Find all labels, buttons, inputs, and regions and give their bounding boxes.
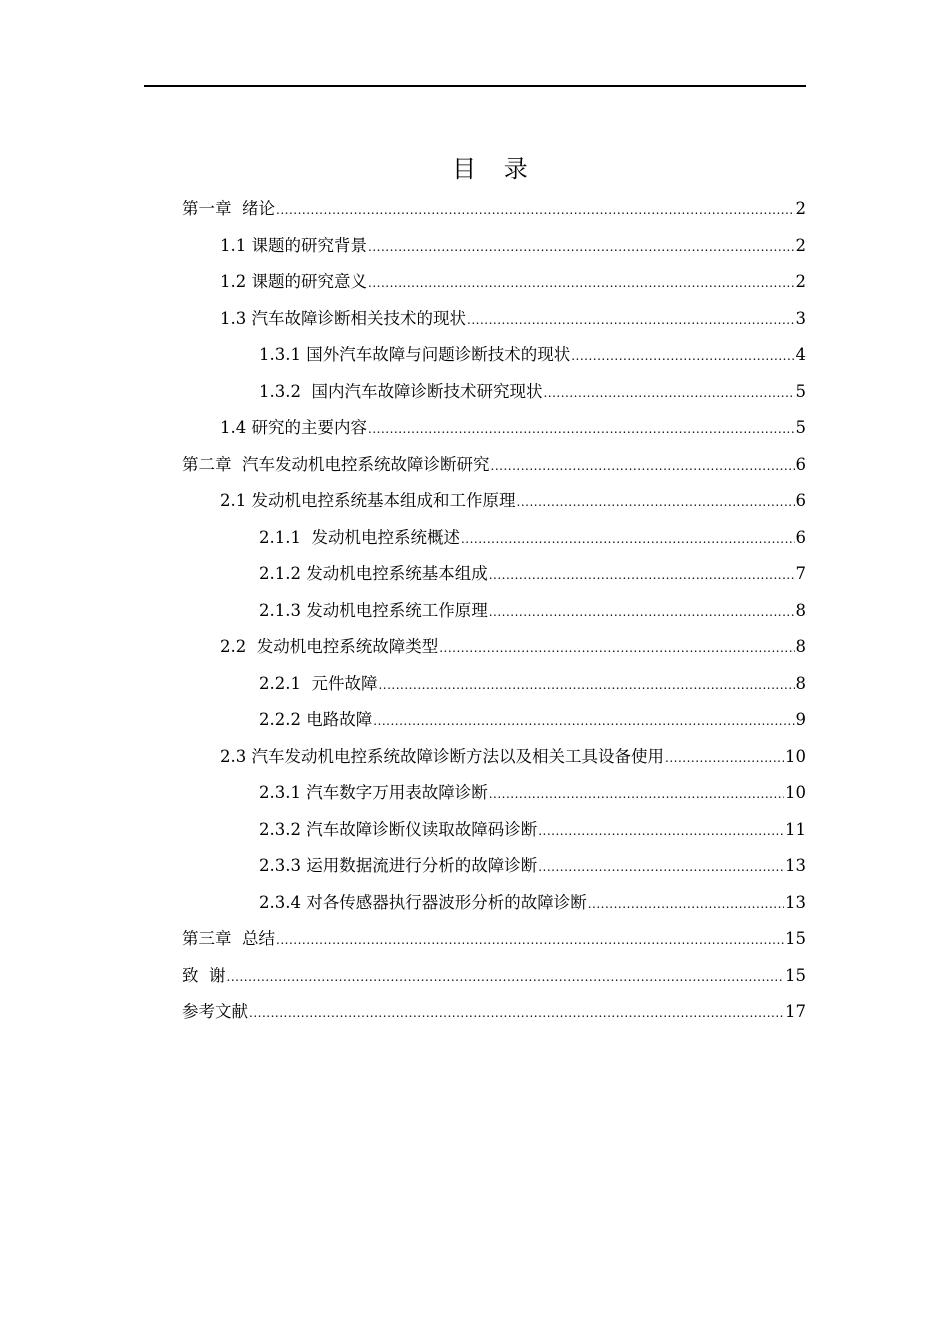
toc-title: 目 录 bbox=[452, 155, 538, 183]
toc-entry-label: 2.2.2 电路故障 bbox=[259, 710, 373, 729]
toc-dot-leader bbox=[276, 922, 784, 959]
toc-dot-leader bbox=[368, 411, 795, 448]
toc-entry-label: 参考文献 bbox=[182, 1002, 248, 1021]
toc-entry-label: 2.3 汽车发动机电控系统故障诊断方法以及相关工具设备使用 bbox=[220, 746, 664, 766]
toc-dot-leader bbox=[489, 594, 795, 631]
toc-dot-leader bbox=[373, 703, 794, 740]
toc-entry-page: 15 bbox=[785, 965, 806, 985]
toc-entry-page: 2 bbox=[795, 235, 806, 255]
toc-dot-leader bbox=[489, 557, 795, 594]
toc-entry-page: 11 bbox=[785, 819, 806, 839]
toc-entry-page: 13 bbox=[785, 856, 806, 875]
toc-entry-page: 17 bbox=[785, 1002, 806, 1021]
toc-entry-label: 第一章 绪论 bbox=[182, 199, 275, 218]
toc-entry[interactable] bbox=[182, 921, 806, 958]
toc-entry-page: 6 bbox=[795, 491, 806, 510]
toc-entry[interactable] bbox=[182, 958, 806, 995]
toc-dot-leader bbox=[489, 776, 784, 813]
toc-entry[interactable] bbox=[182, 666, 806, 703]
toc-entry[interactable] bbox=[182, 812, 806, 849]
toc-dot-leader bbox=[368, 229, 795, 266]
toc-dot-leader bbox=[276, 192, 795, 229]
toc-entry-page: 10 bbox=[785, 746, 806, 766]
toc-dot-leader bbox=[538, 849, 784, 886]
toc-entry-page: 3 bbox=[795, 308, 806, 328]
toc-entry[interactable] bbox=[182, 885, 806, 922]
toc-entry-label: 2.3.1 汽车数字万用表故障诊断 bbox=[259, 783, 488, 802]
toc-dot-leader bbox=[467, 302, 795, 339]
toc-entry-label: 2.3.3 运用数据流进行分析的故障诊断 bbox=[259, 856, 538, 875]
toc-entry[interactable] bbox=[182, 483, 806, 520]
toc-entry-page: 10 bbox=[785, 783, 806, 802]
toc-dot-leader bbox=[517, 484, 795, 521]
toc-dot-leader bbox=[439, 630, 794, 667]
toc-entry-page: 8 bbox=[795, 600, 806, 620]
toc-entry-label: 致 谢 bbox=[182, 965, 226, 985]
toc-dot-leader bbox=[543, 375, 794, 412]
toc-entry[interactable] bbox=[182, 629, 806, 666]
toc-entry[interactable] bbox=[182, 739, 806, 776]
toc-entry-label: 1.3.2 国内汽车故障诊断技术研究现状 bbox=[259, 381, 543, 401]
toc-entry[interactable] bbox=[182, 301, 806, 338]
toc-dot-leader bbox=[571, 338, 794, 375]
toc-entry-page: 13 bbox=[785, 892, 806, 912]
toc-entry-label: 第三章 总结 bbox=[182, 929, 275, 948]
toc-entry[interactable] bbox=[182, 848, 806, 885]
toc-dot-leader bbox=[461, 521, 795, 558]
toc-entry-page: 6 bbox=[795, 454, 806, 474]
toc-dot-leader bbox=[378, 667, 794, 704]
toc-list bbox=[182, 191, 806, 1031]
toc-entry-page: 5 bbox=[795, 418, 806, 437]
toc-entry-page: 15 bbox=[785, 929, 806, 948]
toc-entry-page: 8 bbox=[795, 673, 806, 693]
toc-entry-label: 2.1.1 发动机电控系统概述 bbox=[259, 527, 460, 547]
toc-entry[interactable] bbox=[182, 593, 806, 630]
toc-entry[interactable] bbox=[182, 702, 806, 739]
toc-dot-leader bbox=[588, 886, 784, 923]
toc-dot-leader bbox=[665, 740, 784, 777]
toc-entry[interactable] bbox=[182, 264, 806, 301]
toc-entry[interactable] bbox=[182, 191, 806, 228]
toc-entry[interactable] bbox=[182, 556, 806, 593]
header-rule bbox=[144, 85, 806, 87]
toc-entry-label: 第二章 汽车发动机电控系统故障诊断研究 bbox=[182, 454, 490, 474]
toc-entry-label: 2.2.1 元件故障 bbox=[259, 673, 378, 693]
toc-entry[interactable] bbox=[182, 374, 806, 411]
toc-entry-page: 6 bbox=[795, 527, 806, 547]
toc-dot-leader bbox=[368, 265, 795, 302]
toc-entry-page: 2 bbox=[795, 272, 806, 291]
toc-entry-label: 2.3.4 对各传感器执行器波形分析的故障诊断 bbox=[259, 892, 587, 912]
toc-entry[interactable] bbox=[182, 520, 806, 557]
toc-dot-leader bbox=[491, 448, 795, 485]
toc-entry-page: 2 bbox=[795, 199, 806, 218]
toc-dot-leader bbox=[249, 995, 784, 1032]
toc-entry-page: 8 bbox=[795, 637, 806, 656]
toc-entry-label: 2.1.3 发动机电控系统工作原理 bbox=[259, 600, 488, 620]
toc-entry-label: 2.2 发动机电控系统故障类型 bbox=[220, 637, 439, 656]
toc-entry-label: 1.3 汽车故障诊断相关技术的现状 bbox=[220, 308, 466, 328]
toc-entry-page: 7 bbox=[795, 564, 806, 583]
toc-entry-label: 2.1.2 发动机电控系统基本组成 bbox=[259, 564, 488, 583]
toc-dot-leader bbox=[227, 959, 785, 996]
toc-entry[interactable] bbox=[182, 410, 806, 447]
toc-entry-label: 1.3.1 国外汽车故障与问题诊断技术的现状 bbox=[259, 345, 571, 364]
toc-entry[interactable] bbox=[182, 337, 806, 374]
toc-entry[interactable] bbox=[182, 994, 806, 1031]
toc-entry[interactable] bbox=[182, 447, 806, 484]
toc-entry[interactable] bbox=[182, 228, 806, 265]
toc-entry[interactable] bbox=[182, 775, 806, 812]
toc-entry-label: 2.3.2 汽车故障诊断仪读取故障码诊断 bbox=[259, 819, 538, 839]
toc-entry-label: 1.1 课题的研究背景 bbox=[220, 235, 367, 255]
toc-dot-leader bbox=[538, 813, 784, 850]
toc-entry-label: 1.2 课题的研究意义 bbox=[220, 272, 367, 291]
toc-entry-page: 5 bbox=[795, 381, 806, 401]
toc-entry-page: 9 bbox=[795, 710, 806, 729]
toc-entry-page: 4 bbox=[795, 345, 806, 364]
toc-entry-label: 2.1 发动机电控系统基本组成和工作原理 bbox=[220, 491, 516, 510]
toc-entry-label: 1.4 研究的主要内容 bbox=[220, 418, 367, 437]
